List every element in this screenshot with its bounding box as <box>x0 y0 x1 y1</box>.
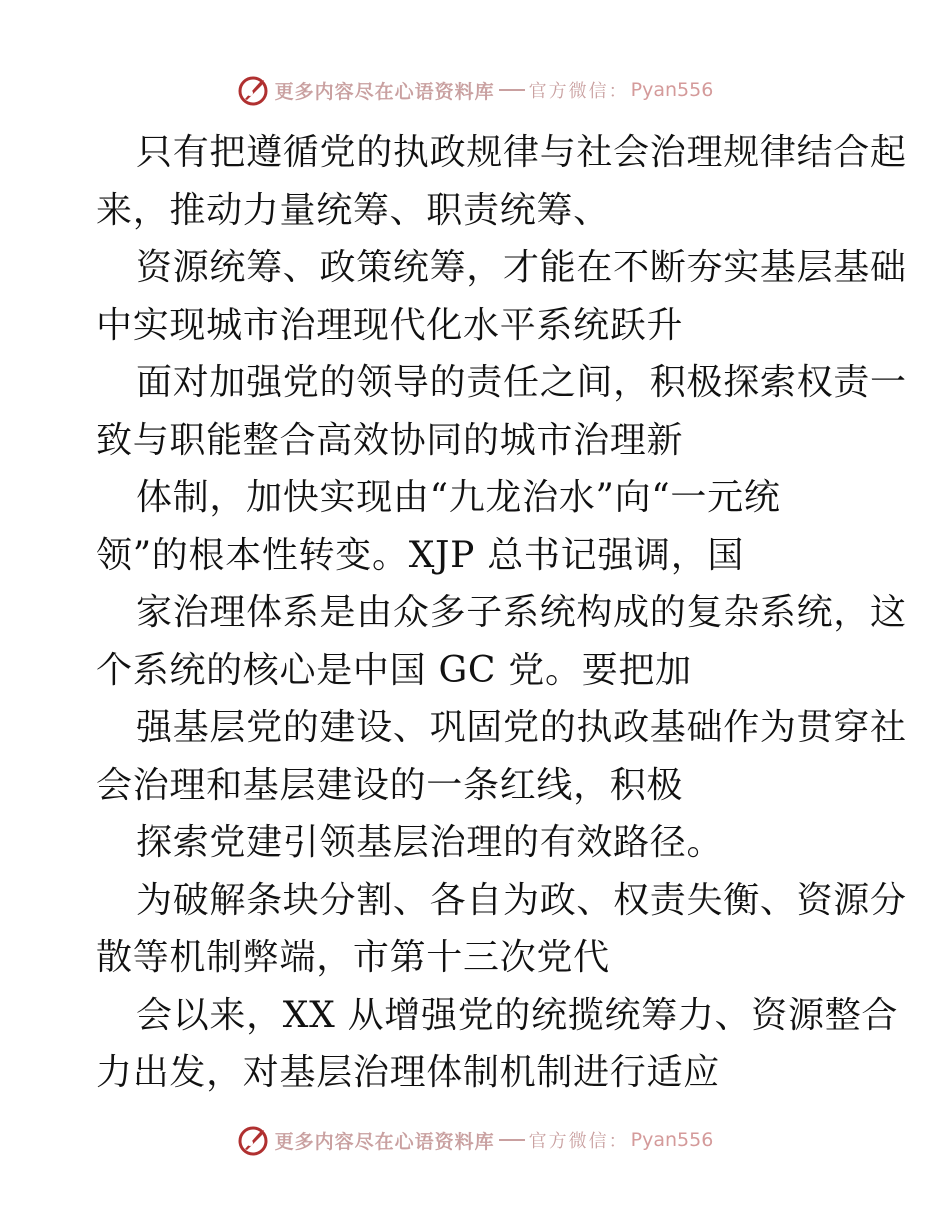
text-line: 个系统的核心是中国 GC 党。要把加 <box>96 649 692 691</box>
text-line: 强基层党的建设、巩固党的执政基础作为贯穿社 <box>136 707 907 748</box>
text-line: 资源统筹、政策统筹，才能在不断夯实基层基础 <box>136 247 907 288</box>
header-brand-text: 更多内容尽在心语资料库 <box>274 80 495 103</box>
quill-pen-logo-icon <box>237 74 269 106</box>
text-line: 会以来，XX 从增强党的统揽统筹力、资源整合 <box>136 994 899 1036</box>
text-line: 会治理和基层建设的一条红线，积极 <box>96 764 684 806</box>
footer-wechat-id: Pyan556 <box>630 1129 714 1151</box>
text-line: 领”的根本性转变。XJP 总书记强调，国 <box>96 534 745 576</box>
footer-brand-text: 更多内容尽在心语资料库 <box>274 1130 495 1153</box>
header-wechat-id: Pyan556 <box>630 79 714 101</box>
quill-pen-logo-icon <box>237 1124 269 1156</box>
text-line: 家治理体系是由众多子系统构成的复杂系统，这 <box>136 592 907 633</box>
header-watermark <box>0 70 950 110</box>
header-divider <box>499 89 525 91</box>
text-line: 探索党建引领基层治理的有效路径。 <box>136 822 724 863</box>
text-line: 体制，加快实现由“九龙治水”向“一元统 <box>136 477 781 518</box>
footer-divider <box>499 1139 525 1141</box>
footer-watermark <box>0 1120 950 1160</box>
text-line: 致与职能整合高效协同的城市治理新 <box>96 419 684 461</box>
text-line: 散等机制弊端，市第十三次党代 <box>96 937 610 978</box>
header-official-label: 官方微信： <box>528 81 629 102</box>
text-line: 只有把遵循党的执政规律与社会治理规律结合起 <box>136 132 907 173</box>
text-line: 中实现城市治理现代化水平系统跃升 <box>96 304 684 346</box>
text-line: 力出发，对基层治理体制机制进行适应 <box>96 1052 720 1093</box>
text-line: 来，推动力量统筹、职责统筹、 <box>96 189 610 231</box>
document-body <box>96 124 907 1102</box>
footer-official-label: 官方微信： <box>528 1131 629 1152</box>
text-line: 为破解条块分割、各自为政、权责失衡、资源分 <box>136 879 907 921</box>
text-line: 面对加强党的领导的责任之间，积极探索权责一 <box>136 362 907 403</box>
